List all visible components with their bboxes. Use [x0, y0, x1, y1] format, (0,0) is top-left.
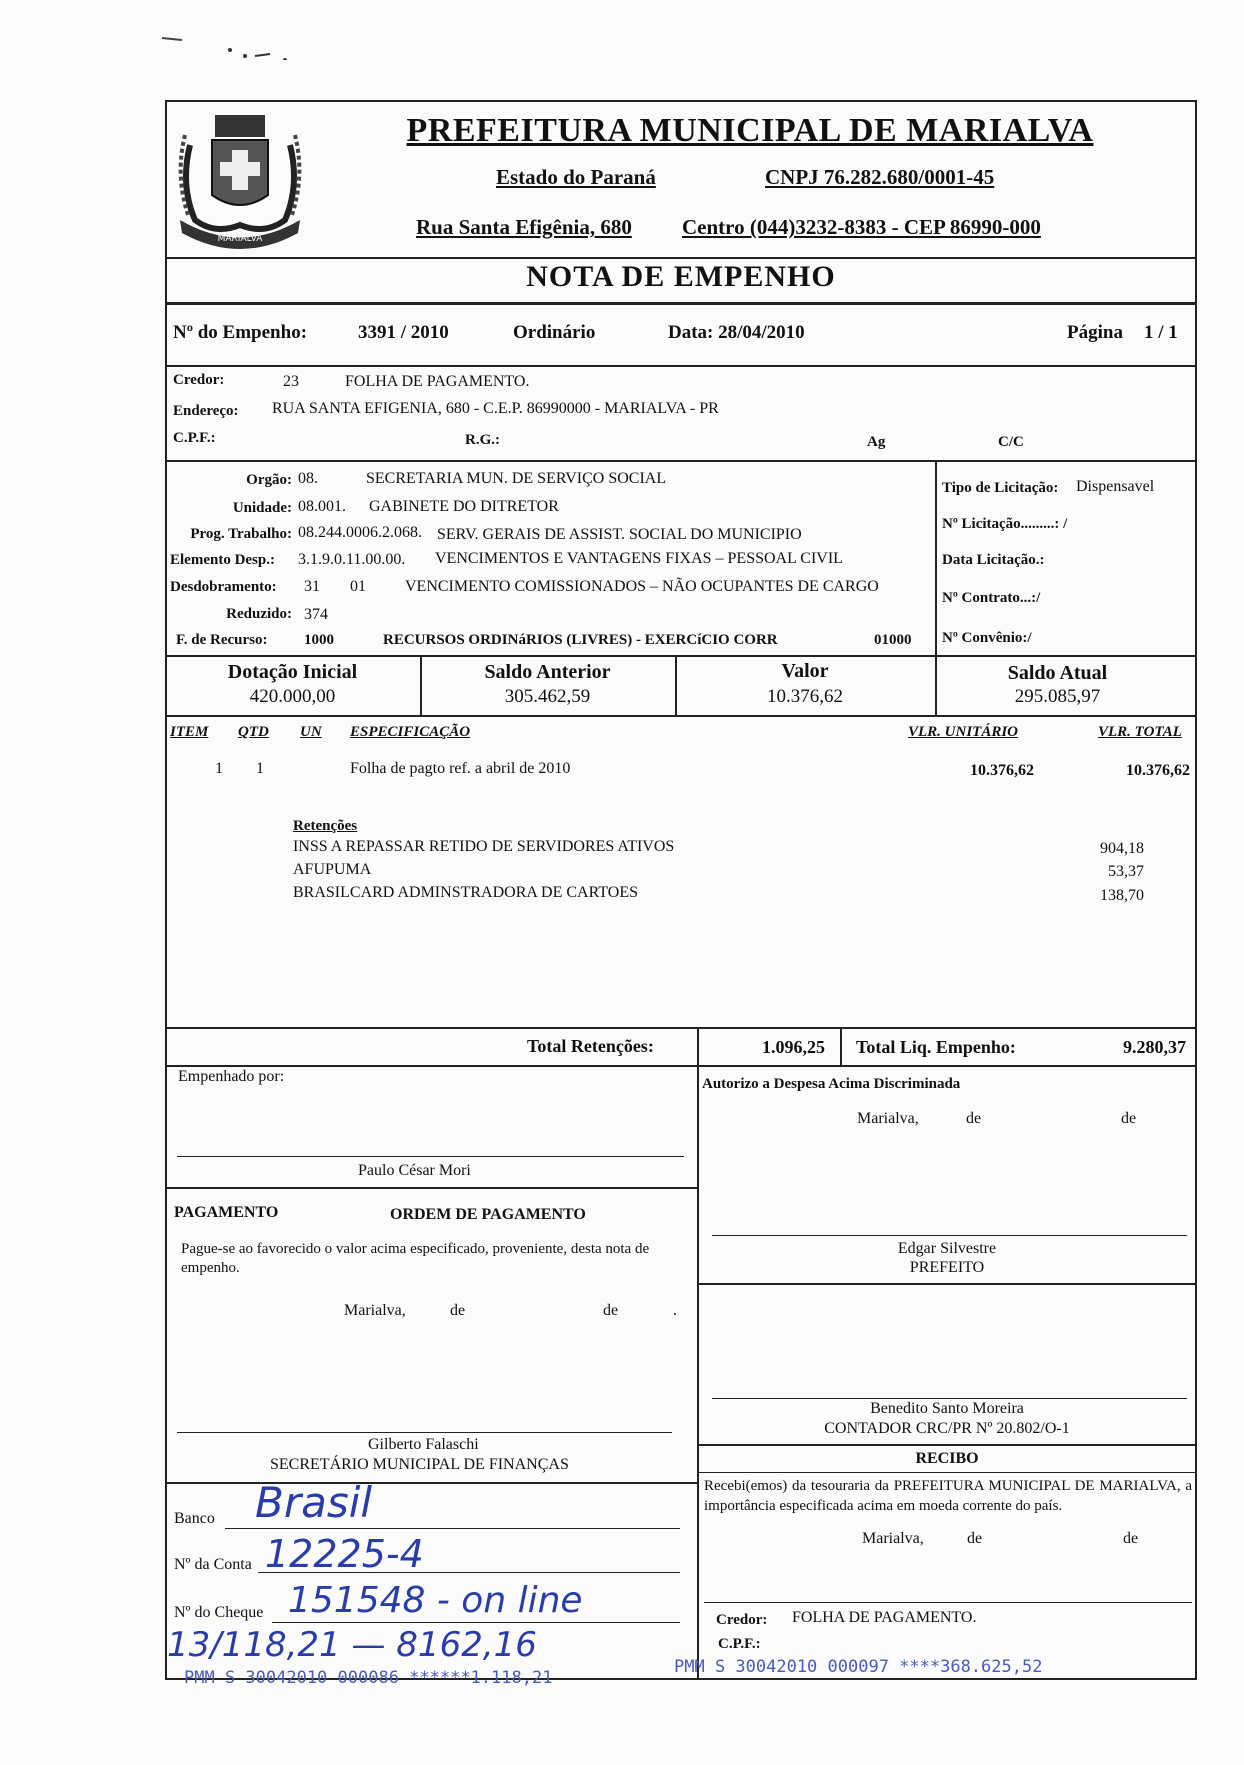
recurso-code2: 01000 — [874, 632, 912, 648]
ordem-dot: . — [673, 1302, 677, 1319]
credor-code: 23 — [283, 373, 299, 390]
col-especificacao: ESPECIFICAÇÃO — [350, 724, 471, 740]
contador-title: CONTADOR CRC/PR Nº 20.802/O-1 — [824, 1420, 1070, 1437]
recibo-cpf-label: C.P.F.: — [718, 1636, 761, 1652]
elemento-value: VENCIMENTOS E VANTAGENS FIXAS – PESSOAL CIVIL — [435, 550, 843, 567]
edgar-name: Edgar Silvestre — [897, 1240, 997, 1257]
cpf-label: C.P.F.: — [173, 430, 216, 446]
retencao-name: INSS A REPASSAR RETIDO DE SERVIDORES ATIVOS — [293, 838, 675, 855]
pagamento-label: PAGAMENTO — [174, 1204, 279, 1221]
col-vlr-unitario: VLR. UNITÁRIO — [908, 724, 1019, 740]
divider — [165, 365, 1197, 367]
empenhado-por-label: Empenhado por: — [178, 1068, 285, 1085]
divider — [165, 655, 1197, 657]
endereco-value: RUA SANTA EFIGENIA, 680 - C.E.P. 86990000 - MARIALVA - PR — [272, 400, 719, 417]
divider — [165, 1482, 697, 1484]
paulo-name: Paulo César Mori — [358, 1162, 471, 1179]
recibo-de-1: de — [967, 1530, 983, 1547]
contact-info: Centro (044)3232-8383 - CEP 86990-000 — [682, 215, 1041, 239]
row-vlr-total: 10.376,62 — [1126, 762, 1190, 779]
empenho-date: Data: 28/04/2010 — [668, 322, 805, 343]
total-liquido-label: Total Liq. Empenho: — [856, 1037, 1016, 1057]
numero-contrato: Nº Contrato...:/ — [942, 590, 1041, 606]
recibo-title: RECIBO — [915, 1450, 979, 1467]
ordem-de-1: de — [450, 1302, 466, 1319]
numero-licitacao: Nº Licitação.........: / — [942, 516, 1068, 532]
secretario-title: SECRETÁRIO MUNICIPAL DE FINANÇAS — [270, 1456, 569, 1473]
autorizo-de-1: de — [966, 1110, 982, 1127]
cnpj: CNPJ 76.282.680/0001-45 — [765, 165, 995, 189]
recurso-label: F. de Recurso: — [176, 632, 268, 648]
recurso-code: 1000 — [304, 632, 334, 648]
cc-label: C/C — [998, 434, 1024, 450]
tipo-licitacao-label: Tipo de Licitação: — [942, 480, 1059, 496]
recibo-marialva: Marialva, — [862, 1530, 924, 1547]
divider — [165, 1065, 1197, 1067]
desdobramento-value: VENCIMENTO COMISSIONADOS – NÃO OCUPANTES DE CARGO — [405, 578, 879, 595]
saldo-atual-label: Saldo Atual — [1007, 662, 1108, 684]
elemento-code: 3.1.9.0.11.00.00. — [298, 551, 406, 568]
col-item: ITEM — [170, 724, 209, 740]
retencao-name: AFUPUMA — [293, 861, 372, 878]
cheque-label: Nº do Cheque — [174, 1604, 264, 1621]
divider-vertical — [697, 1065, 699, 1680]
orgao-value: SECRETARIA MUN. DE SERVIÇO SOCIAL — [366, 470, 667, 487]
divider — [697, 1283, 1197, 1285]
cheque-line — [272, 1622, 680, 1623]
row-qtd: 1 — [256, 760, 264, 777]
prefeito-title: PREFEITO — [909, 1259, 985, 1276]
total-retencoes-label: Total Retenções: — [527, 1036, 654, 1056]
bank-stamp-left: PMM S 30042010 000086 ******1.118,21 — [184, 1668, 553, 1688]
desdobramento-code: 31 — [304, 578, 320, 595]
data-licitacao: Data Licitação.: — [942, 552, 1045, 568]
ag-label: Ag — [867, 434, 886, 450]
recibo-text: Recebi(emos) da tesouraria da PREFEITURA MUNICIPAL DE MARIALVA, a importância especificada acima em moeda corrente do país. — [704, 1478, 1192, 1514]
pague-se-text: Pague-se ao favorecido o valor acima especificado, proveniente, desta nota de empenho. — [181, 1241, 650, 1276]
banco-line — [225, 1528, 680, 1529]
divider — [165, 302, 1197, 305]
elemento-label: Elemento Desp.: — [170, 552, 275, 568]
banco-label: Banco — [174, 1510, 215, 1527]
row-vlr-unitario: 10.376,62 — [970, 762, 1034, 779]
total-liquido-value: 9.280,37 — [1123, 1037, 1186, 1057]
divider — [697, 1444, 1197, 1446]
dotacao-value: 420.000,00 — [249, 686, 336, 707]
rg-label: R.G.: — [465, 432, 500, 448]
col-un: UN — [300, 724, 322, 740]
unidade-value: GABINETE DO DITRETOR — [369, 498, 559, 515]
retencao-value: 53,37 — [1108, 863, 1144, 880]
gilberto-name: Gilberto Falaschi — [368, 1436, 479, 1453]
cheque-handwriting: 151548 - on line — [288, 1580, 583, 1621]
bank-stamp-right: PMM S 30042010 000097 ****368.625,52 — [674, 1657, 1043, 1677]
page-title: PREFEITURA MUNICIPAL DE MARIALVA — [406, 112, 1094, 149]
divider — [165, 715, 1197, 717]
saldo-anterior-value: 305.462,59 — [504, 686, 591, 707]
tipo-licitacao-value: Dispensavel — [1076, 478, 1155, 495]
unidade-code: 08.001. — [298, 498, 346, 515]
benedito-name: Benedito Santo Moreira — [870, 1400, 1024, 1417]
row-especificacao: Folha de pagto ref. a abril de 2010 — [350, 760, 571, 777]
desdobramento-label: Desdobramento: — [170, 579, 277, 595]
divider-vertical — [935, 460, 937, 655]
numero-convenio: Nº Convênio:/ — [942, 630, 1032, 646]
autorizo-marialva: Marialva, — [857, 1110, 919, 1127]
orgao-label: Orgão: — [246, 472, 292, 488]
ordem-de-2: de — [603, 1302, 619, 1319]
marialva-crest-logo — [170, 105, 310, 255]
retencoes-title: Retenções — [293, 818, 358, 834]
retencao-value: 904,18 — [1100, 840, 1144, 857]
recibo-de-2: de — [1123, 1530, 1139, 1547]
page-number: 1 / 1 — [1144, 322, 1178, 343]
retencao-value: 138,70 — [1100, 887, 1144, 904]
col-vlr-total: VLR. TOTAL — [1098, 724, 1182, 740]
autorizo-de-2: de — [1121, 1110, 1137, 1127]
signature-line — [177, 1432, 672, 1433]
divider-vertical — [697, 1027, 699, 1067]
row-item: 1 — [215, 760, 223, 777]
recibo-credor-label: Credor: — [716, 1612, 768, 1628]
orgao-code: 08. — [298, 470, 318, 487]
divider — [165, 1027, 1197, 1029]
prog-code: 08.244.0006.2.068. — [298, 524, 422, 541]
reduzido-label: Reduzido: — [226, 606, 292, 622]
saldo-anterior-label: Saldo Anterior — [484, 661, 611, 683]
prog-label: Prog. Trabalho: — [190, 526, 292, 542]
page-label: Página — [1067, 322, 1123, 343]
autorizo-text: Autorizo a Despesa Acima Discriminada — [702, 1076, 961, 1092]
empenho-type: Ordinário — [513, 322, 596, 343]
empenho-number: 3391 / 2010 — [358, 322, 449, 343]
retencao-name: BRASILCARD ADMINSTRADORA DE CARTOES — [293, 884, 639, 901]
ordem-pagamento-title: ORDEM DE PAGAMENTO — [390, 1206, 586, 1223]
calculation-handwriting: 13/118,21 — 8162,16 — [167, 1625, 537, 1665]
divider-vertical — [840, 1027, 842, 1067]
divider — [165, 1187, 697, 1189]
recibo-credor-value: FOLHA DE PAGAMENTO. — [792, 1609, 977, 1626]
valor-label: Valor — [781, 660, 829, 682]
scan-marks — [160, 30, 290, 60]
unidade-label: Unidade: — [232, 500, 292, 516]
conta-handwriting: 12225-4 — [265, 1532, 424, 1576]
ordem-marialva: Marialva, — [344, 1302, 406, 1319]
prog-value: SERV. GERAIS DE ASSIST. SOCIAL DO MUNICIPIO — [437, 526, 802, 543]
document-title: NOTA DE EMPENHO — [526, 260, 836, 293]
dotacao-label: Dotação Inicial — [227, 661, 358, 683]
banco-handwriting: Brasil — [255, 1478, 373, 1527]
desdobramento-sub: 01 — [350, 578, 366, 595]
total-retencoes-value: 1.096,25 — [762, 1037, 825, 1057]
signature-line — [712, 1235, 1187, 1236]
signature-line — [712, 1398, 1187, 1399]
credor-label: Credor: — [173, 372, 225, 388]
svg-text:MARIALVA: MARIALVA — [217, 234, 263, 244]
divider — [165, 460, 1197, 462]
endereco-label: Endereço: — [173, 403, 239, 419]
reduzido-value: 374 — [304, 606, 328, 623]
street-address: Rua Santa Efigênia, 680 — [416, 215, 632, 239]
saldo-atual-value: 295.085,97 — [1014, 686, 1101, 707]
divider — [697, 1472, 1197, 1473]
state-name: Estado do Paraná — [496, 165, 656, 189]
signature-line — [177, 1156, 684, 1157]
divider — [165, 257, 1197, 259]
conta-label: Nº da Conta — [174, 1556, 252, 1573]
col-qtd: QTD — [238, 724, 269, 740]
signature-line — [704, 1602, 1192, 1603]
valor-value: 10.376,62 — [767, 686, 843, 707]
empenho-label: Nº do Empenho: — [173, 322, 308, 343]
credor-name: FOLHA DE PAGAMENTO. — [345, 373, 530, 390]
recurso-value: RECURSOS ORDINáRIOS (LIVRES) - EXERCíCIO CORR — [383, 632, 778, 648]
